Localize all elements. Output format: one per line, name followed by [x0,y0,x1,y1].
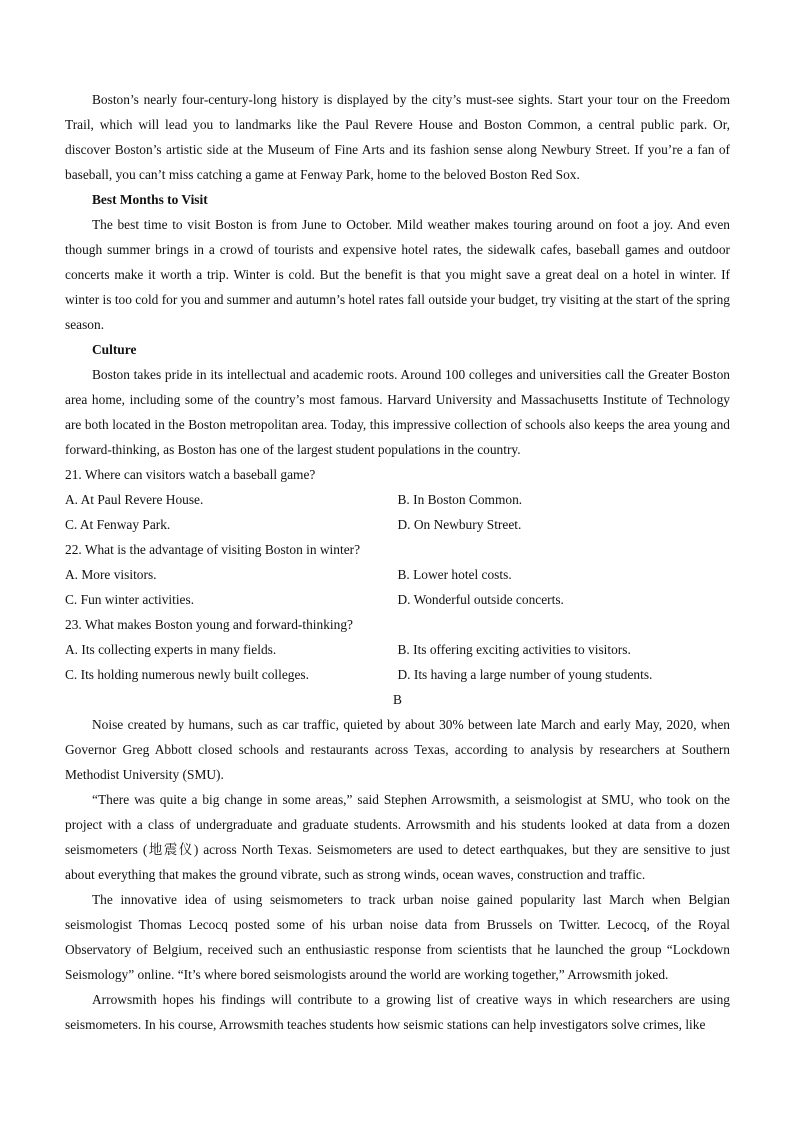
option-b: B. In Boston Common. [397,492,523,507]
section-b-paragraph: Arrowsmith hopes his findings will contribute to a growing list of creative ways in which researchers are using seismometers. In his course, Arrowsmith teaches students how seismic stations can help investigators solve crimes, like [65,992,730,1032]
option-row [65,487,730,512]
option-a: A. More visitors. [65,567,157,582]
best-months-paragraph: The best time to visit Boston is from June to October. Mild weather makes touring around on foot a joy. And even though summer brings in a crowd of tourists and expensive hotel rates, the sidewalk cafes, baseball games and outdoor concerts make it worth a trip. Winter is cold. But the benefit is that you might save a great deal on a hotel in winter. If winter is too cold for you and summer and autumn’s hotel rates fall outside your budget, try visiting at the start of the spring season. [65,217,730,332]
intro-paragraph: Boston’s nearly four-century-long history is displayed by the city’s must-see sights. Start your tour on the Freedom Trail, which will lead you to landmarks like the Paul Revere House and Boston Common, a central public park. Or, discover Boston’s artistic side at the Museum of Fine Arts and its fashion sense along Newbury Street. If you’re a fan of baseball, you can’t miss catching a game at Fenway Park, home to the beloved Boston Red Sox. [65,92,730,182]
question-23 [65,612,730,687]
exam-page [65,87,730,1037]
section-b-paragraph: Noise created by humans, such as car traffic, quieted by about 30% between late March and early May, 2020, when Governor Greg Abbott closed schools and restaurants across Texas, according to analysis by researchers at Southern Methodist University (SMU). [65,717,730,782]
option-row [65,512,730,537]
question-21 [65,462,730,537]
question-text: 23. What makes Boston young and forward-thinking? [65,617,353,632]
option-c: C. Fun winter activities. [65,592,195,607]
option-c: C. Its holding numerous newly built colleges. [65,667,309,682]
culture-paragraph: Boston takes pride in its intellectual and academic roots. Around 100 colleges and universities call the Greater Boston area home, including some of the country’s most famous. Harvard University and Massachusetts Institute of Technology are both located in the Boston metropolitan area. Today, this impressive collection of schools also keeps the area young and forward-thinking, as Boston has one of the largest student populations in the country. [65,367,730,457]
option-row [65,587,730,612]
question-22 [65,537,730,612]
option-d: D. Its having a large number of young students. [397,667,653,682]
option-c: C. At Fenway Park. [65,517,171,532]
question-text: 21. Where can visitors watch a baseball game? [65,467,316,482]
question-text: 22. What is the advantage of visiting Boston in winter? [65,542,361,557]
option-row [65,562,730,587]
option-b: B. Lower hotel costs. [397,567,512,582]
option-d: D. Wonderful outside concerts. [397,592,564,607]
option-a: A. At Paul Revere House. [65,492,204,507]
section-b-letter: B [393,692,402,707]
option-a: A. Its collecting experts in many fields. [65,642,277,657]
section-b-paragraph: The innovative idea of using seismometers to track urban noise gained popularity last March when Belgian seismologist Thomas Lecocq posted some of his urban noise data from Brussels on Twitter. Lecocq, of the Royal Observatory of Belgium, received such an enthusiastic response from scientists that he launched the group “Lockdown Seismology” online. “It’s where bored seismologists around the world are working together,” Arrowsmith joked. [65,892,730,982]
best-months-heading: Best Months to Visit [92,192,208,207]
culture-heading: Culture [92,342,137,357]
option-b: B. Its offering exciting activities to visitors. [397,642,631,657]
option-d: D. On Newbury Street. [397,517,522,532]
option-row [65,637,730,662]
section-b-paragraph: “There was quite a big change in some areas,” said Stephen Arrowsmith, a seismologist at SMU, who took on the project with a class of undergraduate and graduate students. Arrowsmith and his students looked at data from a dozen seismometers (地震仪) across North Texas. Seismometers are used to detect earthquakes, but they are sensitive to just about everything that makes the ground vibrate, such as strong winds, ocean waves, construction and traffic. [65,792,730,882]
option-row [65,662,730,687]
